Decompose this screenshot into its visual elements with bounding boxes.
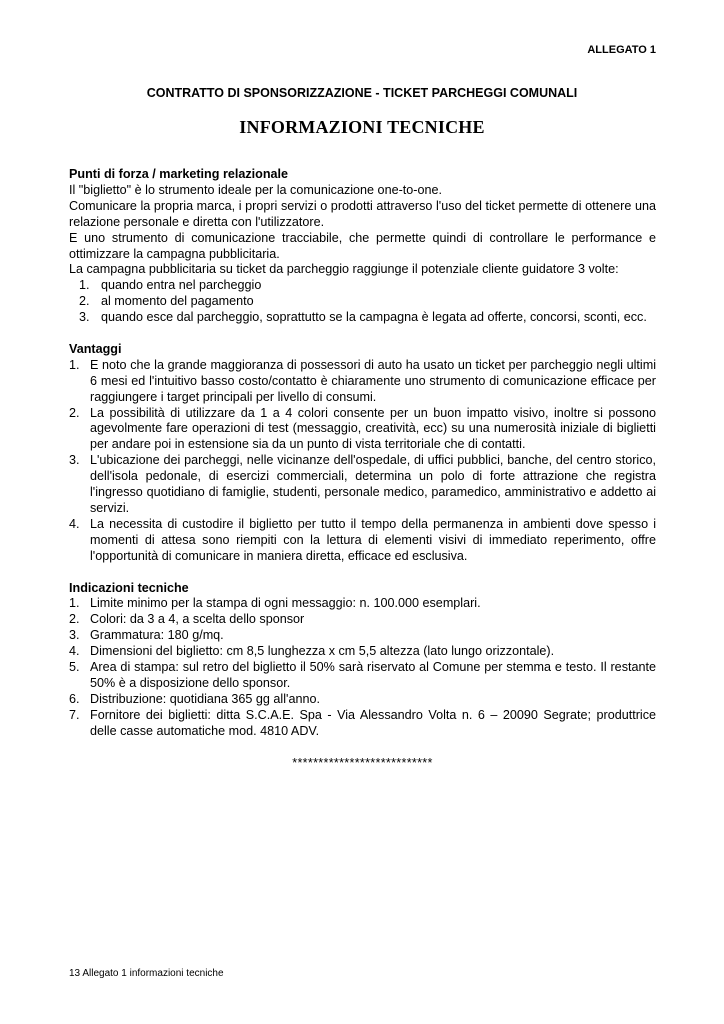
- list-number: 2.: [79, 294, 90, 309]
- paragraph: La campagna pubblicitaria su ticket da parcheggio raggiunge il potenziale cliente guidatore 3 volte:: [69, 262, 619, 277]
- list-number: 5.: [69, 660, 80, 675]
- list-text: al momento del pagamento: [101, 294, 254, 309]
- list-item: [69, 453, 656, 517]
- list-number: 4.: [69, 516, 80, 531]
- paragraph: Comunicare la propria marca, i propri servizi o prodotti attraverso l'uso del ticket permette di ottenere una relazione personale e diretta con l'utilizzatore.: [69, 198, 656, 229]
- list-number: 3.: [69, 628, 80, 643]
- list-text: Colori: da 3 a 4, a scelta dello sponsor: [90, 612, 305, 627]
- section-heading-indicazioni-tecniche: Indicazioni tecniche: [69, 580, 189, 595]
- list-text: Dimensioni del biglietto: cm 8,5 lunghezza x cm 5,5 altezza (lato lungo orizzontale).: [90, 644, 555, 659]
- indicazioni-list: [69, 596, 656, 739]
- list-text: La possibilità di utilizzare da 1 a 4 colori consente per un buon impatto visivo, inoltre si possono agevolmente fare operazioni di test (messaggio, creatività, ecc) su una numerosità iniziale di biglietti per andare poi in estensione sia da un punto di vista territoriale che di contatti.: [90, 405, 656, 452]
- list-item: [69, 294, 656, 310]
- separator-stars: ***************************: [292, 755, 433, 770]
- list-number: 2.: [69, 612, 80, 627]
- vantaggi-list: [69, 358, 656, 565]
- list-item: [69, 692, 656, 708]
- list-text: L'ubicazione dei parcheggi, nelle vicinanze dell'ospedale, di uffici pubblici, banche, del centro storico, dell'isola pedonale, di esercizi commerciali, determina un polo di forte attrazione che registra l'ingresso quotidiano di famiglie, studenti, personale medico, paramedico, amministrativo e addetto ai servizi.: [90, 453, 656, 516]
- list-number: 7.: [69, 707, 80, 722]
- touchpoint-list: [69, 278, 656, 326]
- list-number: 3.: [69, 453, 80, 468]
- paragraph: Il "biglietto" è lo strumento ideale per la comunicazione one-to-one.: [69, 182, 442, 197]
- list-item: [69, 596, 656, 612]
- page-title: INFORMAZIONI TECNICHE: [239, 117, 485, 137]
- list-number: 1.: [69, 596, 80, 611]
- paragraph: E uno strumento di comunicazione tracciabile, che permette quindi di controllare le performance e ottimizzare la campagna pubblicitaria.: [69, 230, 656, 261]
- list-text: Distribuzione: quotidiana 365 gg all'anno.: [90, 691, 320, 706]
- list-item: [69, 628, 656, 644]
- list-item: [69, 358, 656, 406]
- section-heading-punti-di-forza: Punti di forza / marketing relazionale: [69, 167, 289, 181]
- list-number: 4.: [69, 644, 80, 659]
- list-text: Grammatura: 180 g/mq.: [90, 628, 224, 643]
- list-item: [69, 310, 656, 326]
- contract-title: CONTRATTO DI SPONSORIZZAZIONE - TICKET PARCHEGGI COMUNALI: [146, 86, 578, 100]
- list-item: [69, 708, 656, 740]
- list-text: La necessita di custodire il biglietto per tutto il tempo della permanenza in ambienti dove spesso i momenti di attesa sono riempiti con la lettura di elementi visivi di immediato reperimento, offre l'opportunità di comunicare in maniera diretta, efficace ed esclusiva.: [90, 516, 656, 563]
- list-text: quando esce dal parcheggio, soprattutto se la campagna è legata ad offerte, concorsi, sconti, ecc.: [101, 310, 647, 325]
- page-footer: 13 Allegato 1 informazioni tecniche: [69, 968, 224, 979]
- list-number: 3.: [79, 310, 90, 325]
- document-body: [69, 167, 656, 772]
- section-heading-vantaggi: Vantaggi: [69, 341, 122, 356]
- list-item: [69, 644, 656, 660]
- list-text: E noto che la grande maggioranza di possessori di auto ha usato un ticket per parcheggio negli ultimi 6 mesi ed l'intuitivo basso costo/contatto è chiaramente uno strumento di comunicazione efficace per raggiungere i target principali per livello di consumi.: [90, 357, 656, 404]
- list-number: 2.: [69, 405, 80, 420]
- list-item: [69, 517, 656, 565]
- allegato-label: ALLEGATO 1: [587, 44, 656, 56]
- list-number: 1.: [79, 278, 90, 293]
- list-text: quando entra nel parcheggio: [101, 278, 262, 293]
- list-item: [69, 612, 656, 628]
- list-number: 1.: [69, 357, 80, 372]
- list-text: Limite minimo per la stampa di ogni messaggio: n. 100.000 esemplari.: [90, 596, 481, 611]
- list-text: Area di stampa: sul retro del biglietto il 50% sarà riservato al Comune per stemma e testo. Il restante 50% è a disposizione dello sponsor.: [90, 660, 656, 690]
- list-item: [69, 406, 656, 454]
- list-number: 6.: [69, 691, 80, 706]
- list-item: [69, 278, 656, 294]
- list-text: Fornitore dei biglietti: ditta S.C.A.E. Spa - Via Alessandro Volta n. 6 – 20090 Segrate; produttrice delle casse automatiche mod. 4810 ADV.: [90, 707, 656, 738]
- list-item: [69, 660, 656, 692]
